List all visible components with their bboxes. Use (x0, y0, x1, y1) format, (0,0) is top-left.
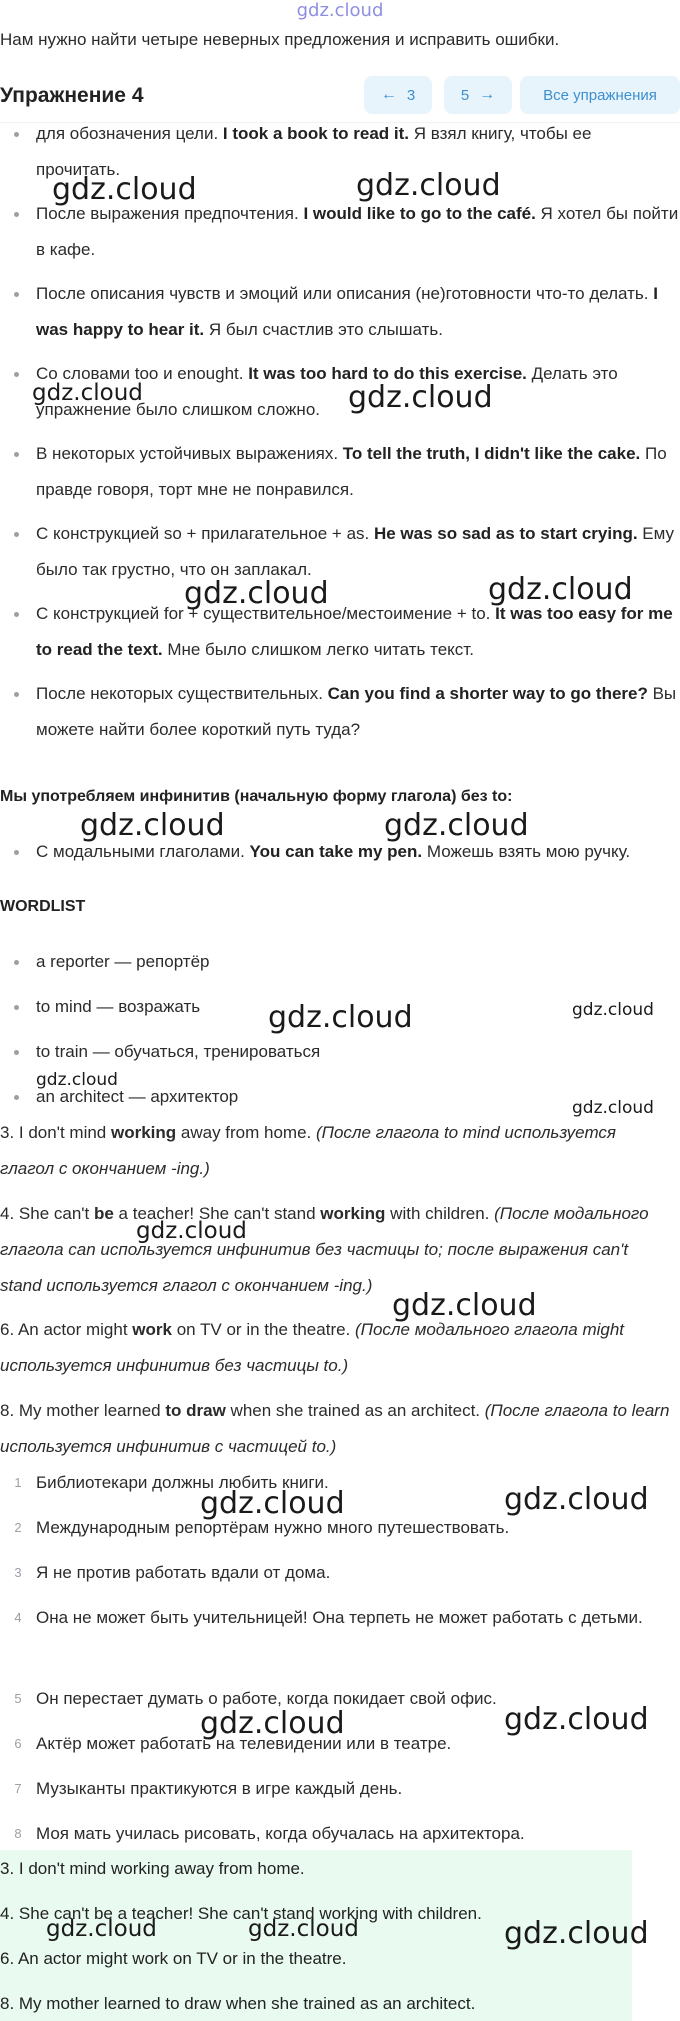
watermark: gdz.cloud (200, 1486, 345, 1521)
watermark: gdz.cloud (184, 576, 329, 611)
without-to-heading: Мы употребляем инфинитив (начальную форму глагола) без to: (0, 788, 513, 805)
wordlist-item: a reporter — репортёр (0, 944, 680, 989)
watermark: gdz.cloud (348, 380, 493, 415)
infinitive-uses-list (0, 116, 680, 756)
wordlist-item: to train — обучаться, тренироваться (0, 1034, 680, 1079)
watermark: gdz.cloud (200, 1706, 345, 1741)
all-exercises-button[interactable]: Все упражнения (520, 76, 680, 114)
wordlist-item: an architect — архитектор (0, 1079, 680, 1124)
wordlist-item: to mind — возражать (0, 989, 680, 1034)
translation-list (0, 1465, 680, 1861)
translation-item: 7 Музыканты практикуются в игре каждый день. (14, 1779, 403, 1798)
watermark: gdz.cloud (572, 1000, 654, 1020)
answer-line: 8. My mother learned to draw when she trained as an architect. (0, 1994, 476, 2013)
watermark: gdz.cloud (384, 808, 529, 843)
prev-exercise-button[interactable] (364, 76, 432, 114)
exercise-title: Упражнение 4 (0, 84, 144, 107)
exercise-toolbar (0, 72, 680, 123)
watermark: gdz.cloud (488, 572, 633, 607)
wordlist-heading: WORDLIST (0, 898, 86, 915)
next-exercise-button[interactable] (444, 76, 512, 114)
list-item: После описания чувств и эмоций или описания (не)готовности что-то делать. I was happy to hear it. Я был счастлив это слышать. (0, 276, 680, 356)
list-item: С конструкцией for + существительное/местоимение + to. It was too easy for me to read the text. Мне было слишком легко читать текст. (0, 596, 680, 676)
watermark: gdz.cloud (46, 1916, 157, 1942)
correction-6: 6. An actor might work on TV or in the theatre. (После модального глагола might используется инфинитив без частицы to.) (0, 1320, 625, 1375)
arrow-left-icon: ← (380, 86, 397, 103)
watermark: gdz.cloud (248, 1916, 359, 1942)
arrow-right-icon: → (479, 86, 496, 103)
translation-item: 3 Я не против работать вдали от дома. (14, 1563, 331, 1582)
watermark: gdz.cloud (52, 172, 197, 207)
intro-text: Нам нужно найти четыре неверных предложения и исправить ошибки. (0, 30, 560, 49)
site-logo[interactable]: gdz.cloud (296, 0, 384, 21)
answer-line: 6. An actor might work on TV or in the theatre. (0, 1949, 347, 1968)
next-exercise-label: 5 (460, 86, 470, 104)
translation-item: 2 Международным репортёрам нужно много путешествовать. (14, 1518, 510, 1537)
translation-item: 5 Он перестает думать о работе, когда покидает свой офис. (14, 1689, 497, 1708)
watermark: gdz.cloud (504, 1482, 649, 1517)
watermark: gdz.cloud (392, 1288, 537, 1323)
list-item: После некоторых существительных. Can you find a shorter way to go there? Вы можете найти более короткий путь туда? (0, 676, 680, 756)
watermark: gdz.cloud (136, 1218, 247, 1244)
answer-line: 3. I don't mind working away from home. (0, 1859, 305, 1878)
translation-item: 6 Актёр может работать на телевидении или в театре. (14, 1734, 452, 1753)
watermark: gdz.cloud (32, 380, 143, 406)
list-item: После выражения предпочтения. I would like to go to the café. Я хотел бы пойти в кафе. (0, 196, 680, 276)
watermark: gdz.cloud (80, 808, 225, 843)
correction-3: 3. I don't mind working away from home. (После глагола to mind используется глагол с окончанием -ing.) (0, 1123, 616, 1178)
answer-line: 4. She can't be a teacher! She can't stand working with children. (0, 1904, 482, 1923)
list-item: С модальными глаголами. You can take my pen. Можешь взять мою ручку. (0, 834, 680, 870)
list-item: для обозначения цели. I took a book to read it. Я взял книгу, чтобы ее прочитать. (0, 116, 680, 196)
watermark: gdz.cloud (36, 1070, 118, 1090)
list-item: С конструкцией so + прилагательное + as. He was so sad as to start crying. Ему было так грустно, что он заплакал. (0, 516, 680, 596)
watermark: gdz.cloud (504, 1916, 649, 1951)
correction-8: 8. My mother learned to draw when she trained as an architect. (После глагола to learn используется инфинитив с частицей to.) (0, 1401, 670, 1456)
list-item: Со словами too и enought. It was too hard to do this exercise. Делать это упражнение было слишком сложно. (0, 356, 680, 436)
correction-4: 4. She can't be a teacher! She can't stand working with children. (После модального глагола can используется инфинитив без частицы to; после выражения can't stand используется глагол с окончанием -ing.) (0, 1204, 649, 1295)
watermark: gdz.cloud (268, 1000, 413, 1035)
translation-item: 1 Библиотекари должны любить книги. (14, 1473, 329, 1492)
watermark: gdz.cloud (356, 168, 501, 203)
watermark: gdz.cloud (572, 1098, 654, 1118)
list-item: В некоторых устойчивых выражениях. To tell the truth, I didn't like the cake. По правде говоря, торт мне не понравился. (0, 436, 680, 516)
translation-item: 8 Моя мать училась рисовать, когда обучалась на архитектора. (14, 1824, 525, 1843)
prev-exercise-label: 3 (406, 86, 416, 104)
translation-item: 4 Она не может быть учительницей! Она терпеть не может работать с детьми. (14, 1608, 643, 1627)
watermark: gdz.cloud (504, 1702, 649, 1737)
